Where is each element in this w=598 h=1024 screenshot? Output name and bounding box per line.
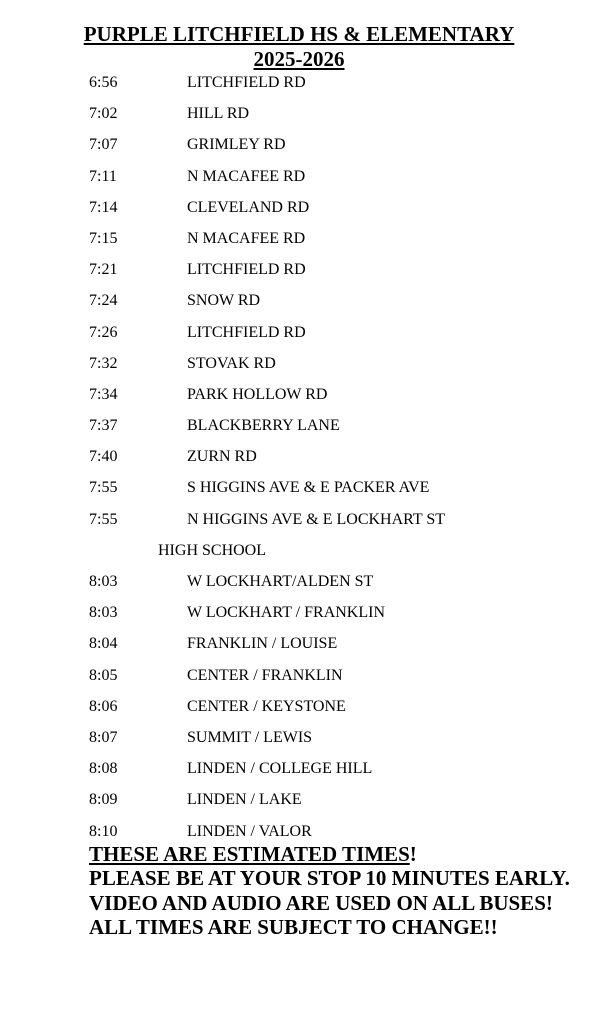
schedule-row [0, 597, 598, 628]
stop-location: CENTER / KEYSTONE [187, 697, 346, 715]
stop-location: SUMMIT / LEWIS [187, 728, 313, 746]
schedule-row [0, 161, 598, 192]
stop-time: 7:32 [89, 354, 118, 372]
stop-location: N MACAFEE RD [187, 167, 306, 185]
schedule-row [0, 348, 598, 379]
stop-time: 7:26 [89, 323, 118, 341]
schedule-list [0, 67, 598, 847]
stop-time: 8:09 [89, 791, 118, 809]
stop-location: LINDEN / VALOR [187, 822, 312, 840]
stop-time: 7:55 [89, 479, 118, 497]
stop-location: HILL RD [187, 105, 250, 123]
schedule-row [0, 441, 598, 472]
stop-time: 7:15 [89, 229, 118, 247]
schedule-row [0, 129, 598, 160]
schedule-row [0, 566, 598, 597]
stop-time: 7:11 [89, 167, 117, 185]
note-be-at-stop: PLEASE BE AT YOUR STOP 10 MINUTES EARLY. [89, 866, 570, 891]
schedule-row [0, 67, 598, 98]
stop-location: LITCHFIELD RD [187, 74, 306, 91]
stop-location: LITCHFIELD RD [187, 323, 306, 341]
stop-time: 8:06 [89, 697, 118, 715]
schedule-row [0, 223, 598, 254]
stop-time: 6:56 [89, 74, 118, 91]
stop-location: LINDEN / COLLEGE HILL [187, 760, 373, 778]
stop-time: 7:40 [89, 448, 118, 466]
stop-time: 7:21 [89, 261, 118, 279]
school-year: 2025-2026 [253, 47, 345, 71]
schedule-row [0, 192, 598, 223]
schedule-row [0, 472, 598, 503]
stop-location: LITCHFIELD RD [187, 261, 306, 279]
schedule-row [0, 98, 598, 129]
stop-location: SNOW RD [187, 292, 261, 310]
schedule-row [0, 410, 598, 441]
schedule-row [0, 628, 598, 659]
stop-time: 7:34 [89, 385, 118, 403]
schedule-row [0, 784, 598, 815]
stop-time: 8:04 [89, 635, 118, 653]
stop-location: STOVAK RD [187, 354, 276, 372]
stop-location: N HIGGINS AVE & E LOCKHART ST [187, 510, 446, 528]
section-heading-row [0, 535, 598, 566]
stop-time: 8:05 [89, 666, 118, 684]
stop-location: W LOCKHART/ALDEN ST [187, 573, 374, 590]
schedule-row [0, 379, 598, 410]
stop-time: 8:03 [89, 573, 118, 590]
schedule-row [0, 722, 598, 753]
stop-time: 7:07 [89, 136, 118, 154]
stop-time: 8:07 [89, 728, 118, 746]
stop-time: 8:10 [89, 822, 118, 840]
section-heading: HIGH SCHOOL [158, 541, 266, 559]
stop-location: CENTER / FRANKLIN [187, 666, 343, 684]
stop-location: PARK HOLLOW RD [187, 385, 328, 403]
schedule-row [0, 317, 598, 348]
schedule-row [0, 660, 598, 691]
stop-location: FRANKLIN / LOUISE [187, 635, 338, 653]
stop-location: W LOCKHART / FRANKLIN [187, 604, 386, 622]
schedule-row [0, 504, 598, 535]
stop-time: 7:02 [89, 105, 118, 123]
stop-location: BLACKBERRY LANE [187, 417, 340, 435]
note-estimated [89, 842, 589, 866]
notes-block [89, 842, 589, 939]
stop-time: 8:03 [89, 604, 118, 622]
stop-location: CLEVELAND RD [187, 198, 310, 216]
schedule-row [0, 285, 598, 316]
stop-location: S HIGGINS AVE & E PACKER AVE [187, 479, 430, 497]
stop-time: 8:08 [89, 760, 118, 778]
schedule-row [0, 691, 598, 722]
stop-location: ZURN RD [187, 448, 257, 466]
note-estimated-text: THESE ARE ESTIMATED TIMES [89, 842, 410, 866]
note-video-audio: VIDEO AND AUDIO ARE USED ON ALL BUSES! [89, 890, 553, 915]
schedule-row [0, 753, 598, 784]
stop-location: LINDEN / LAKE [187, 791, 302, 809]
note-estimated-punct: ! [409, 842, 417, 866]
schedule-row [0, 254, 598, 285]
stop-location: GRIMLEY RD [187, 136, 286, 154]
stop-time: 7:55 [89, 510, 118, 528]
note-subject-to-change: ALL TIMES ARE SUBJECT TO CHANGE!! [89, 914, 498, 939]
stop-location: N MACAFEE RD [187, 229, 306, 247]
stop-time: 7:14 [89, 198, 118, 216]
schedule-title: PURPLE LITCHFIELD HS & ELEMENTARY [83, 22, 515, 46]
stop-time: 7:24 [89, 292, 118, 310]
stop-time: 7:37 [89, 417, 118, 435]
